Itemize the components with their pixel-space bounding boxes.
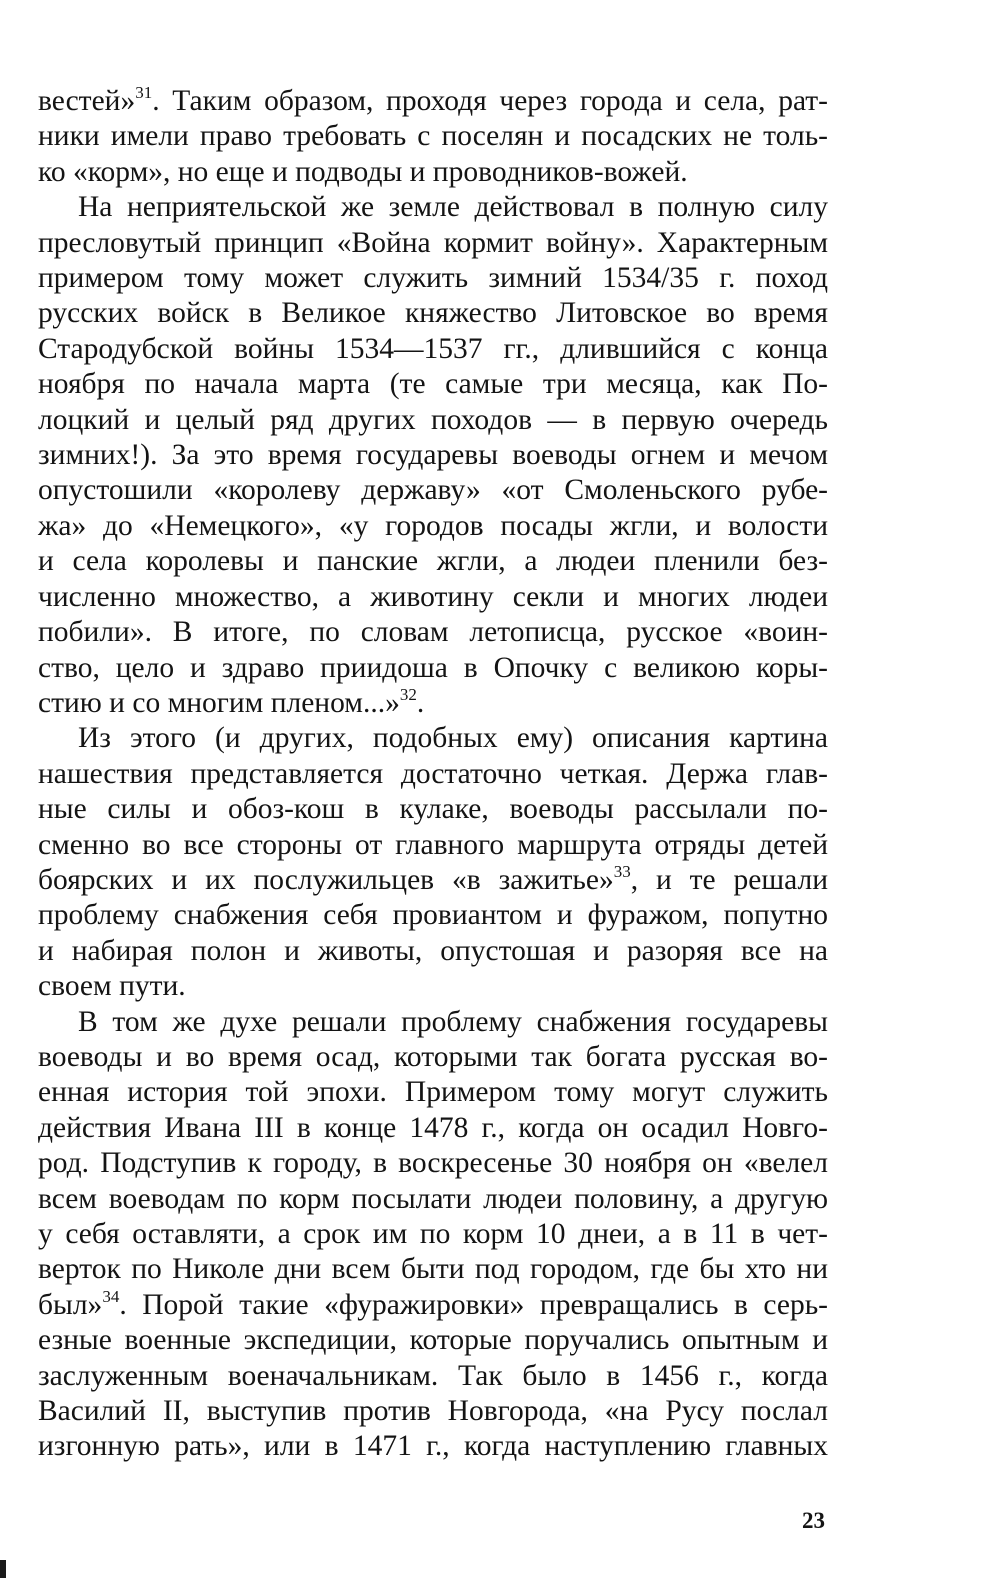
text-line: зимних!). За это время государевы воеводы огнем и мечом	[38, 439, 828, 472]
text-line: побили». В итоге, по словам летописца, русское «воин-	[38, 616, 828, 649]
text-line: На неприятельской же земле действовал в полную силу	[78, 191, 828, 224]
footnote-ref-32[interactable]: 32	[399, 684, 417, 704]
text-line: Стародубской войны 1534—1537 гг., длившийся с конца	[38, 332, 828, 365]
page-body	[38, 84, 828, 1465]
text-line: примером тому может служить зимний 1534/35 г. поход	[38, 262, 828, 295]
footnote-ref-34[interactable]: 34	[102, 1286, 120, 1306]
text-line: у себя оставляти, а срок им по корм 10 днеи, а в 11 в чет-	[38, 1218, 828, 1250]
text-line: своем пути.	[38, 970, 186, 1003]
text-line: ноября по начала марта (те самые три месяца, как По-	[38, 368, 828, 401]
text-line: верток по Николе дни всем быти под городом, где бы хто ни	[38, 1253, 828, 1286]
paragraph-2	[38, 190, 828, 721]
text-line: ство, цело и здраво приидоша в Опочку с великою коры-	[38, 651, 828, 684]
text-line: В том же духе решали проблему снабжения государевы	[78, 1005, 828, 1038]
text-line: пресловутый принцип «Война кормит войну». Характерным	[38, 226, 828, 259]
text-line: Василий II, выступив против Новгорода, «на Русу послал	[38, 1395, 828, 1428]
text-line: ные силы и обоз-кош в кулаке, воеводы рассылали по-	[38, 793, 828, 826]
text-line: Из этого (и других, подобных ему) описания картина	[78, 722, 828, 755]
text-line: проблему снабжения себя провиантом и фуражом, попутно	[38, 899, 828, 932]
text-line: заслуженным военачальникам. Так было в 1456 г., когда	[38, 1359, 828, 1392]
text-line: численно множество, а животину секли и многих людеи	[38, 580, 828, 613]
text-line: ники имели право требовать с поселян и посадских не толь-	[38, 120, 828, 153]
text-line: всем воеводам по корм посылати людеи половину, а другую	[38, 1182, 828, 1215]
text-line: действия Ивана III в конце 1478 г., когда он осадил Новго-	[38, 1111, 828, 1144]
text-line: нашествия представляется достаточно четкая. Держа глав-	[38, 757, 828, 790]
text-line: вестей»$^{31}$. Таким образом, проходя через города и села, рат-	[38, 83, 828, 117]
text-line: воеводы и во время осад, которыми так богата русская во-	[38, 1040, 828, 1073]
text-line: русских войск в Великое княжество Литовское во время	[38, 297, 828, 330]
text-line: опустошили «королеву державу» «от Смоленьского рубе-	[38, 474, 828, 507]
text-line: изгонную рать», или в 1471 г., когда наступлению главных	[38, 1430, 828, 1463]
paragraph-1	[38, 84, 828, 190]
footnote-ref-31[interactable]: 31	[135, 83, 153, 102]
text-line: стию и со многим пленом...»$^{32}$.	[38, 684, 425, 719]
page-number: 23	[802, 1508, 825, 1533]
text-line: лоцкий и целый ряд других походов — в первую очередь	[38, 403, 828, 436]
paragraph-3	[38, 721, 828, 1004]
text-line: и села королевы и панские жгли, а людеи пленили без-	[38, 545, 828, 578]
text-line: боярских и их послужильцев «в зажитье»$^{33}$, и те решали	[38, 861, 828, 896]
text-line: был»$^{34}$. Порой такие «фуражировки» превращались в серь-	[38, 1286, 828, 1321]
text-line: сменно во все стороны от главного маршрута отряды детей	[38, 828, 828, 861]
text-line: жа» до «Немецкого», «у городов посады жгли, и волости	[38, 509, 828, 542]
text-line: енная история той эпохи. Примером тому могут служить	[38, 1076, 828, 1109]
footnote-ref-33[interactable]: 33	[613, 861, 631, 881]
paragraph-4	[38, 1005, 828, 1465]
text-line: ко «корм», но еще и подводы и проводников-вожей.	[38, 155, 688, 188]
scan-edge-mark	[0, 1560, 6, 1578]
text-line: езные военные экспедиции, которые поручались опытным и	[38, 1324, 828, 1357]
text-line: и набирая полон и животы, опустошая и разоряя все на	[38, 934, 828, 967]
text-line: род. Подступив к городу, в воскресенье 30 ноября он «велел	[38, 1147, 828, 1180]
